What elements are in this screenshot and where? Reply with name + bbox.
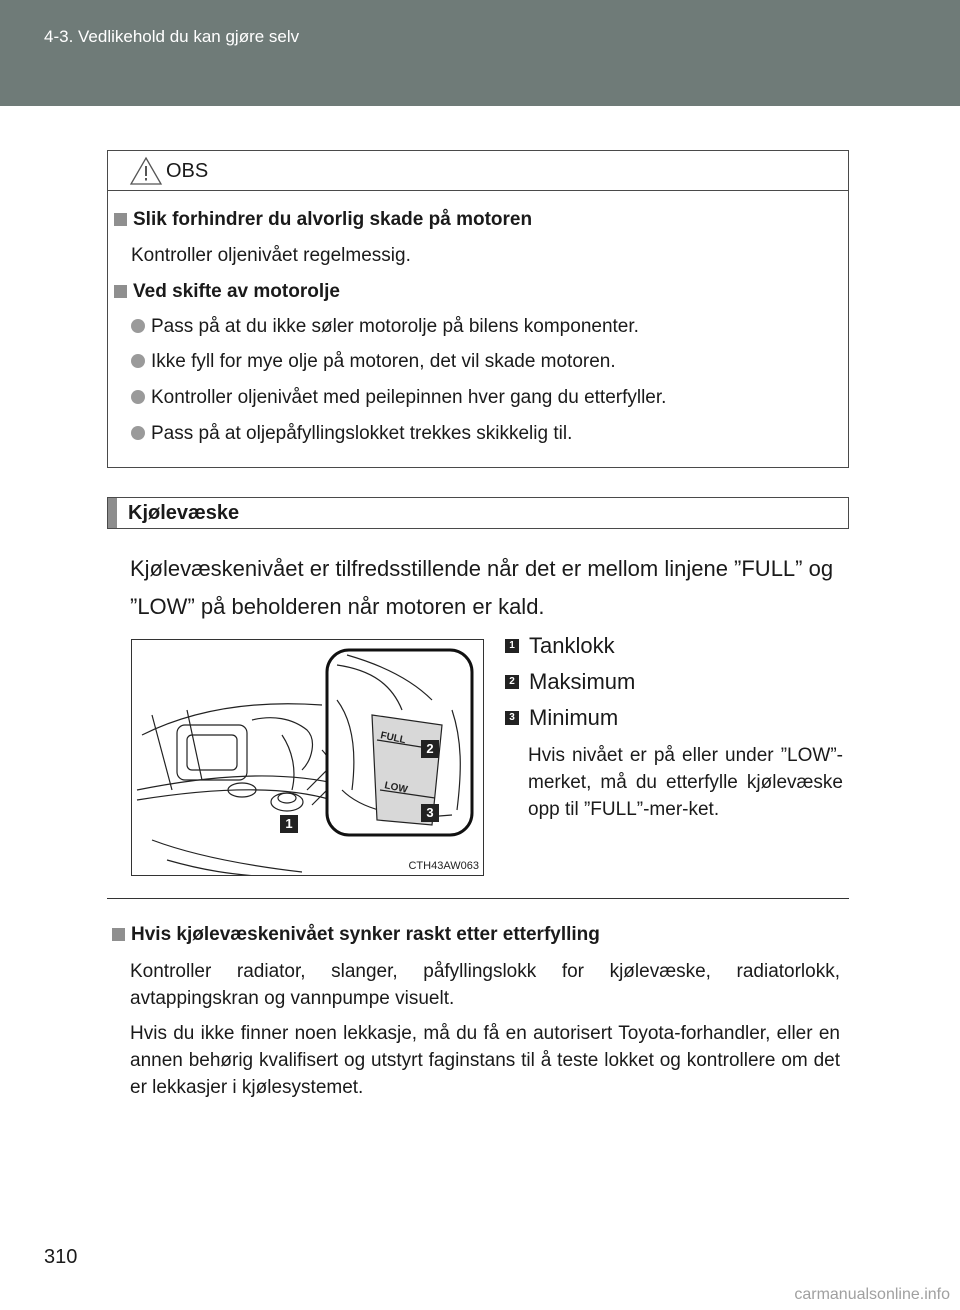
low-mark-label: LOW <box>383 780 409 796</box>
section-accent <box>108 498 117 528</box>
caution-bullet: Pass på at du ikke søler motorolje på bilens komponenter. <box>131 316 639 338</box>
warning-triangle-icon <box>129 156 163 186</box>
figure-badge-1: 1 <box>280 815 298 833</box>
caution-bullet: Pass på at oljepåfyllingslokket trekkes skikkelig til. <box>131 423 572 445</box>
figure-code: CTH43AW063 <box>408 860 479 872</box>
watermark: carmanualsonline.info <box>794 1286 950 1303</box>
page-header <box>0 0 960 106</box>
caution-bullet: Ikke fyll for mye olje på motoren, det vil skade motoren. <box>131 351 616 373</box>
sub-section-heading: Hvis kjølevæskenivået synker raskt etter etterfylling <box>112 924 600 946</box>
chapter-title: 4-3. Vedlikehold du kan gjøre selv <box>44 27 300 46</box>
caution-heading: Slik forhindrer du alvorlig skade på motoren <box>114 209 532 231</box>
round-bullet-icon <box>131 354 145 368</box>
legend-badge: 3 <box>505 711 519 725</box>
legend-label: Tanklokk <box>529 633 615 658</box>
legend-badge: 2 <box>505 675 519 689</box>
square-bullet-icon <box>114 285 127 298</box>
section-intro: Kjølevæskenivået er tilfredsstillende når det er mellom linjene ”FULL” og ”LOW” på beholderen når motoren er kald. <box>130 556 834 619</box>
caution-box <box>107 150 849 468</box>
round-bullet-icon <box>131 319 145 333</box>
square-bullet-icon <box>114 213 127 226</box>
paragraph: Hvis du ikke finner noen lekkasje, må du få en autorisert Toyota-forhandler, eller en annen behørig kvalifisert og utstyrt faginstans til å teste lokket og kontrollere om det er lekkasjer i kjølesystemet. <box>130 1023 840 1098</box>
coolant-reservoir-illustration <box>131 639 484 876</box>
legend-label: Minimum <box>529 705 619 730</box>
round-bullet-icon <box>131 390 145 404</box>
caution-heading: Ved skifte av motorolje <box>114 281 340 303</box>
paragraph: Kontroller radiator, slanger, påfyllingslokk for kjølevæske, radiatorlokk, avtappingskran og vannpumpe visuelt. <box>130 961 840 1009</box>
figure-badge-3: 3 <box>421 804 439 822</box>
round-bullet-icon <box>131 426 145 440</box>
divider <box>107 898 849 899</box>
caution-text: Kontroller oljenivået regelmessig. <box>131 245 411 266</box>
section-title: Kjølevæske <box>128 502 240 524</box>
legend-label: Maksimum <box>529 669 636 694</box>
legend-badge: 1 <box>505 639 519 653</box>
figure-badge-2: 2 <box>421 740 439 758</box>
engine-bay-drawing <box>132 640 484 876</box>
sub-section-body <box>130 958 840 1109</box>
square-bullet-icon <box>112 928 125 941</box>
caution-header <box>108 151 848 191</box>
caution-title: OBS <box>166 160 209 182</box>
caution-bullet: Kontroller oljenivået med peilepinnen hver gang du etterfyller. <box>131 387 666 409</box>
full-mark-label: FULL <box>379 730 407 747</box>
refill-note: Hvis nivået er på eller under ”LOW”-merket, må du etterfylle kjølevæske opp til ”FULL”-mer-ket. <box>528 745 843 820</box>
page-number: 310 <box>44 1246 78 1268</box>
section-heading-bar <box>107 497 849 529</box>
